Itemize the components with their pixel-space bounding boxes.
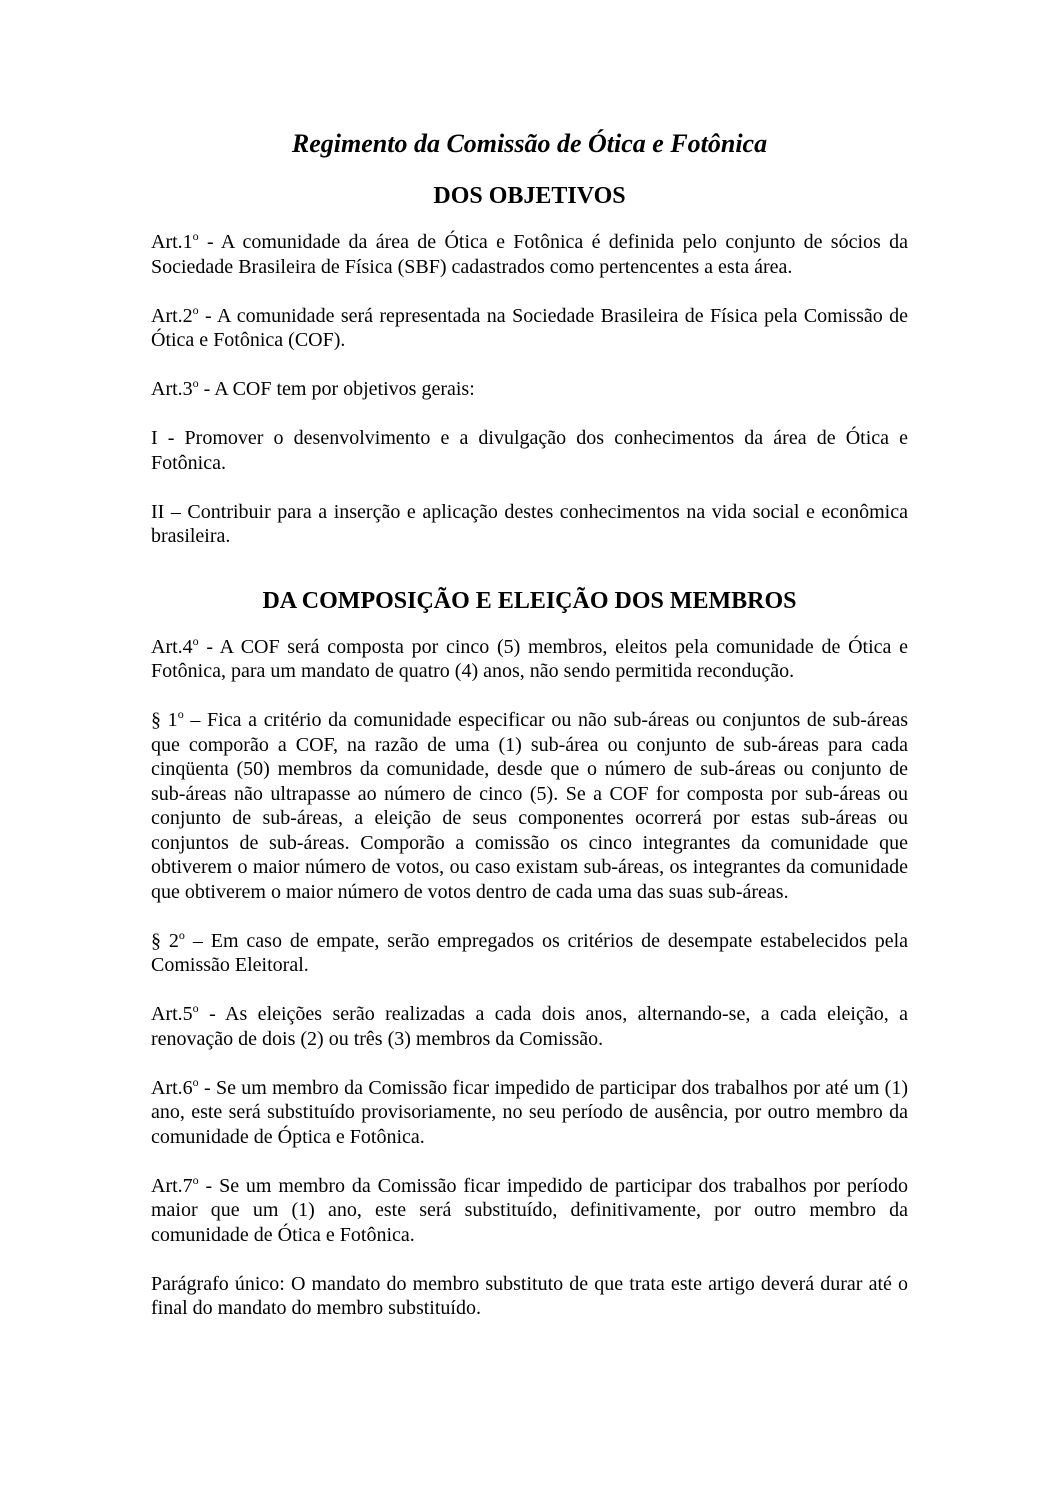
section-composicao (151, 635, 908, 1321)
section-heading-composicao: DA COMPOSIÇÃO E ELEIÇÃO DOS MEMBROS (262, 587, 797, 614)
paragraph-text: - As eleições serão realizadas a cada dois anos, alternando-se, a cada eleição, a renovação de dois (2) ou três (3) membros da Comissão. (151, 1003, 908, 1050)
paragraph-label: Art.1$^o$ (151, 229, 199, 253)
paragraph-art6 (151, 1076, 908, 1150)
paragraph-unico (151, 1272, 908, 1321)
paragraph-label: Art.7$^o$ (151, 1172, 199, 1197)
paragraph-par2 (151, 929, 908, 978)
paragraph-text: - A comunidade será representada na Sociedade Brasileira de Física pela Comissão de Ótica e Fotônica (COF). (151, 304, 908, 351)
paragraph-item-ii (151, 500, 908, 549)
paragraph-label: § 2$^o$ (151, 927, 185, 952)
paragraph-art5 (151, 1002, 908, 1051)
paragraph-label: Art.3$^o$ (151, 376, 199, 400)
paragraph-text: - A comunidade da área de Ótica e Fotônica é definida pelo conjunto de sócios da Sociedade Brasileira de Física (SBF) cadastrados como pertencentes a esta área. (151, 231, 908, 278)
paragraph-text: - A COF tem por objetivos gerais: (198, 378, 475, 400)
document-page (151, 126, 908, 1321)
paragraph-label: Art.6$^o$ (151, 1074, 199, 1099)
paragraph-art1 (151, 230, 908, 279)
paragraph-art7 (151, 1174, 908, 1248)
document-title: Regimento da Comissão de Ótica e Fotônica (291, 129, 768, 158)
section-objetivos (151, 230, 908, 549)
paragraph-item-i (151, 426, 908, 475)
paragraph-text: - Se um membro da Comissão ficar impedido de participar dos trabalhos por período maior que um (1) ano, este será substituído, definitivamente, por outro membro da comunidade de Ótica e Fotônica. (151, 1174, 908, 1246)
paragraph-text: II – Contribuir para a inserção e aplicação destes conhecimentos na vida social e econômica brasileira. (151, 500, 908, 547)
paragraph-art4 (151, 635, 908, 684)
paragraph-art2 (151, 304, 908, 353)
paragraph-text: I - Promover o desenvolvimento e a divulgação dos conhecimentos da área de Ótica e Fotônica. (151, 427, 908, 474)
paragraph-label: Art.2$^o$ (151, 302, 199, 327)
paragraph-label: § 1$^o$ (151, 707, 184, 731)
paragraph-text: Parágrafo único: O mandato do membro substituto de que trata este artigo deverá durar até o final do mandato do membro substituído. (151, 1272, 908, 1319)
paragraph-par1 (151, 708, 908, 904)
section-heading-objetivos: DOS OBJETIVOS (433, 183, 626, 209)
paragraph-label: Art.4$^o$ (151, 633, 199, 658)
paragraph-text: - Se um membro da Comissão ficar impedido de participar dos trabalhos por até um (1) ano, este será substituído provisoriamente, no seu período de ausência, por outro membro da comunidade de Óptica e Fotônica. (151, 1076, 908, 1148)
paragraph-text: – Em caso de empate, serão empregados os critérios de desempate estabelecidos pela Comissão Eleitoral. (151, 929, 909, 976)
paragraph-text: – Fica a critério da comunidade especificar ou não sub-áreas ou conjuntos de sub-áreas que comporão a COF, na razão de uma (1) sub-área ou conjunto de sub-áreas para cada cinqüenta (50) membros da comunidade, desde que o número de sub-áreas ou conjunto de sub-áreas não ultrapasse ao número de cinco (5). Se a COF for composta por sub-áreas ou conjunto de sub-áreas, a eleição de seus componentes ocorrerá por estas sub-áreas ou conjuntos de sub-áreas. Comporão a comissão os cinco integrantes da comunidade que obtiverem o maior número de votos, ou caso existam sub-áreas, os integrantes da comunidade que obtiverem o maior número de votos dentro de cada uma das suas sub-áreas. (151, 709, 909, 903)
paragraph-label: Art.5$^o$ (151, 1001, 199, 1025)
paragraph-art3 (151, 377, 908, 402)
paragraph-text: - A COF será composta por cinco (5) membros, eleitos pela comunidade de Ótica e Fotônica, para um mandato de quatro (4) anos, não sendo permitida recondução. (151, 635, 908, 682)
